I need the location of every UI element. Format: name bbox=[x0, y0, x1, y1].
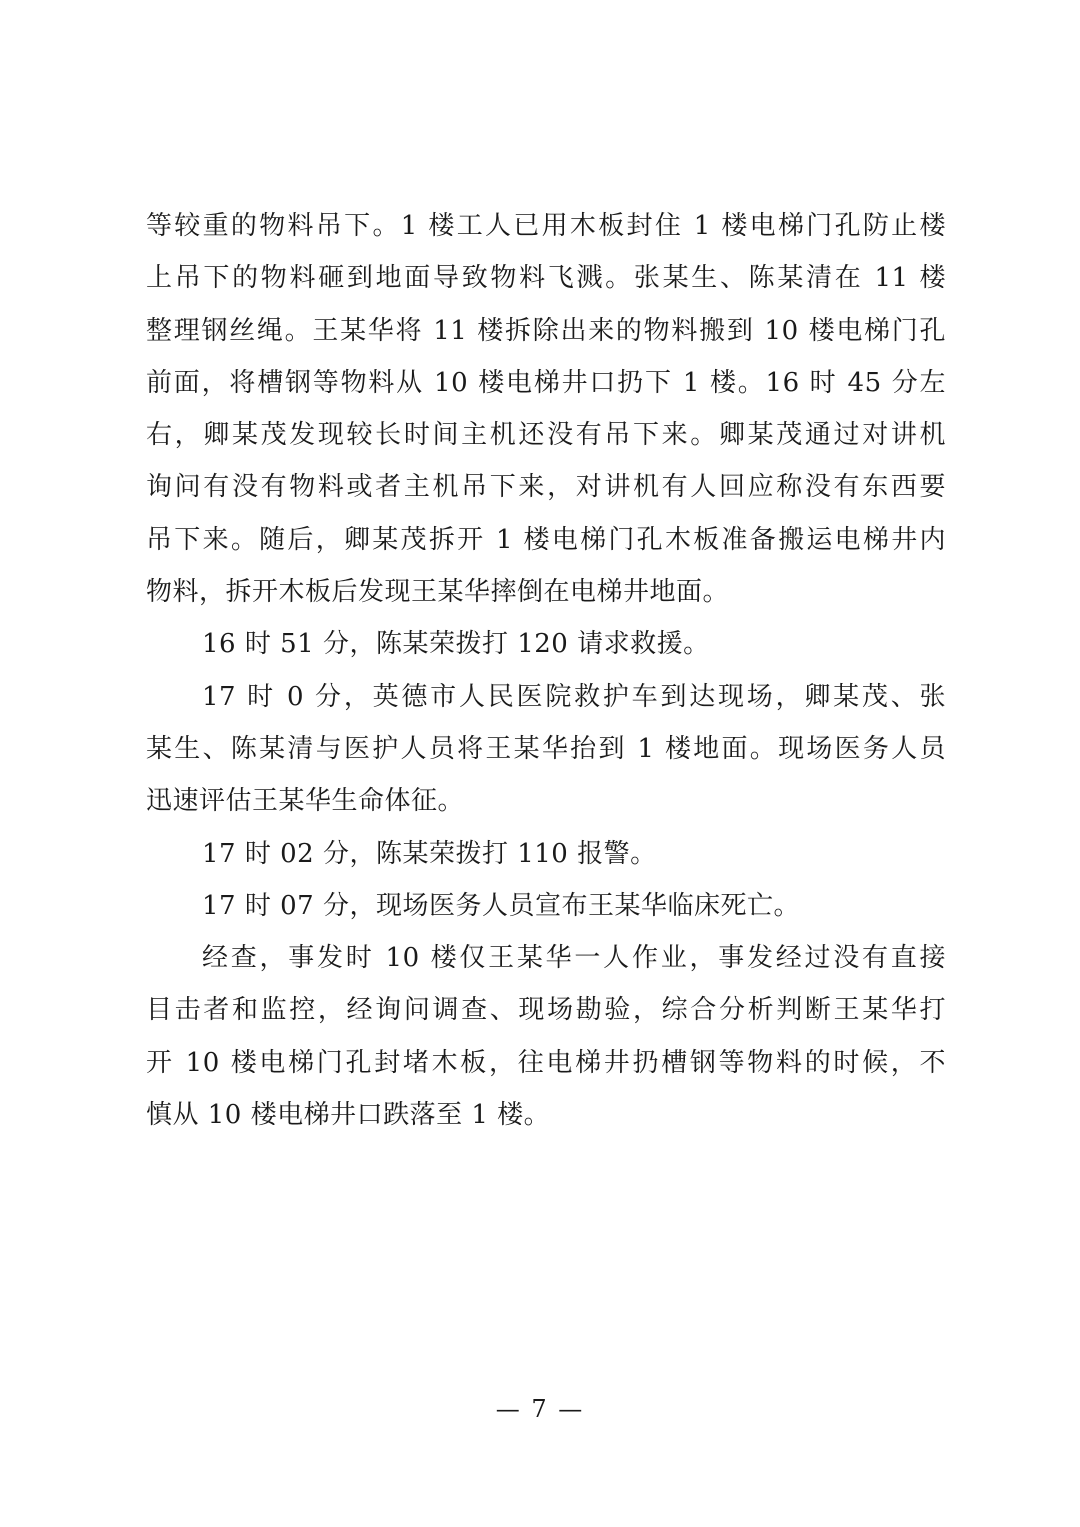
text-line: 整理钢丝绳。王某华将 11 楼拆除出来的物料搬到 10 楼电梯门孔 bbox=[146, 315, 946, 346]
paragraph-first-line: 经查，事发时 10 楼仅王某华一人作业，事发经过没有直接 bbox=[202, 943, 946, 974]
text-line: 迅速评估王某华生命体征。 bbox=[146, 786, 465, 817]
paragraph-first-line: 17 时 07 分，现场医务人员宣布王某华临床死亡。 bbox=[202, 890, 800, 921]
text-line: 等较重的物料吊下。1 楼工人已用木板封住 1 楼电梯门孔防止楼 bbox=[146, 211, 946, 241]
text-line: 目击者和监控，经询问调查、现场勘验，综合分析判断王某华打 bbox=[146, 995, 946, 1026]
text-line: 右，卿某茂发现较长时间主机还没有吊下来。卿某茂通过对讲机 bbox=[146, 420, 946, 451]
text-line: 吊下来。随后，卿某茂拆开 1 楼电梯门孔木板准备搬运电梯井内 bbox=[146, 524, 946, 555]
text-line: 某生、陈某清与医护人员将王某华抬到 1 楼地面。现场医务人员 bbox=[146, 733, 946, 764]
text-line: 开 10 楼电梯门孔封堵木板，往电梯井扔槽钢等物料的时候，不 bbox=[146, 1047, 946, 1078]
paragraph-first-line: 17 时 02 分，陈某荣拨打 110 报警。 bbox=[202, 838, 657, 869]
text-line: 询问有没有物料或者主机吊下来，对讲机有人回应称没有东西要 bbox=[146, 472, 946, 503]
text-line: 物料，拆开木板后发现王某华摔倒在电梯井地面。 bbox=[146, 577, 730, 608]
document-body bbox=[146, 200, 946, 1141]
text-line: 慎从 10 楼电梯井口跌落至 1 楼。 bbox=[146, 1100, 551, 1131]
paragraph-first-line: 16 时 51 分，陈某荣拨打 120 请求救援。 bbox=[202, 629, 710, 660]
text-line: 前面，将槽钢等物料从 10 楼电梯井口扔下 1 楼。16 时 45 分左 bbox=[146, 367, 946, 398]
page-number: — 7 — bbox=[495, 1395, 585, 1423]
paragraph-first-line: 17 时 0 分，英德市人民医院救护车到达现场，卿某茂、张 bbox=[202, 681, 946, 712]
text-line: 上吊下的物料砸到地面导致物料飞溅。张某生、陈某清在 11 楼 bbox=[146, 263, 946, 294]
